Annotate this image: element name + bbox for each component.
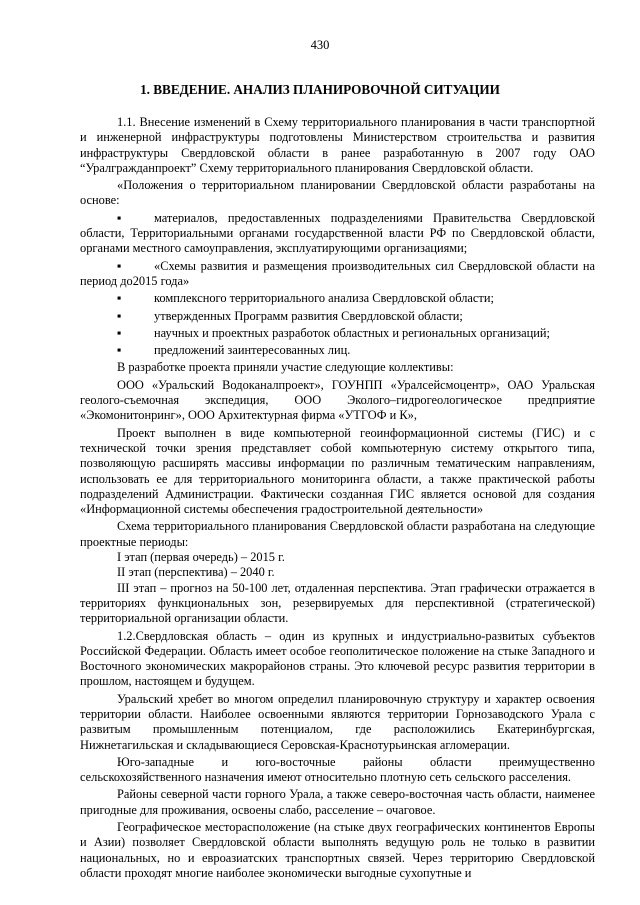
bullet-text: «Схемы развития и размещения производительных сил Свердловской области на период до2015 года» [80,258,595,288]
bullet-text: материалов, предоставленных подразделениями Правительства Свердловской области, Территориальными органами государственной власти РФ по Свердловской области, органами местного самоуправления, эксплуатирующими организациями; [80,210,595,256]
paragraph-intro: 1.1. Внесение изменений в Схему территориального планирования в части транспортной и инженерной инфраструктуры подготовлены Министерством строительства и развития инфраструктуры Свердловской области в ранее разработанную в 2007 году ОАО “Уралгражданпроект” Схему территориального планирования Свердловской области. [80,115,595,175]
bullet-text: предложений заинтересованных лиц. [154,343,351,358]
paragraph-participants: ООО «Уральский Водоканалпроект», ГОУНПП «Уралсейсмоцентр», ОАО Уральская геолого-съемочная экспедиция, ООО Эколого–гидрогеологическое предприятие «Экомонитонринг», ООО Архитектурная фирма «УТГОФ и К», [80,377,595,423]
bullet-icon: ▪ [117,258,122,273]
paragraph-stage-3: III этап – прогноз на 50-100 лет, отдаленная перспектива. Этап графически отражается в территориях функциональных зон, резервируемых для перспективной (стратегической) территориальной организации области. [80,580,595,626]
paragraph-stage-2: II этап (перспектива) – 2040 г. [117,565,275,580]
section-heading: 1. ВВЕДЕНИЕ. АНАЛИЗ ПЛАНИРОВОЧНОЙ СИТУАЦИИ [140,82,500,97]
document-body [80,115,595,881]
bullet-text: научных и проектных разработок областных и региональных организаций; [154,325,550,340]
bullet-icon: ▪ [117,210,122,225]
bullet-icon: ▪ [117,343,122,358]
page-number: 430 [310,38,330,52]
paragraph-periods: Схема территориального планирования Свердловской области разработана на следующие проектные периоды: [80,519,595,549]
paragraph-northern-districts: Районы северной части горного Урала, а также северо-восточная часть области, наименее пригодные для проживания, освоены слабо, расселение – очаговое. [80,787,595,817]
paragraph-geography: Географическое месторасположение (на стыке двух географических континентов Европы и Азии) позволяет Свердловской области выполнять ведущую роль не только в развитии национальных, но и евроазиатских транспортных связей. Через территорию Свердловской области проходят многие наиболее экономически выгодные сухопутные и [80,820,595,880]
bullet-text: комплексного территориального анализа Свердловской области; [154,291,494,306]
bullet-item [80,343,595,358]
paragraph-gis: Проект выполнен в виде компьютерной геоинформационной системы (ГИС) и с технической точки зрения представляет собой компьютерную систему открытого типа, позволяющую расширять массивы информации по различным тематическим направлениям, использовать ее для территориального мониторинга области, а также практической работы подразделений Администрации. Фактически созданная ГИС является основой для создания «Информационной системы обеспечения градостроительной деятельности» [80,425,595,517]
bullet-item [80,309,595,324]
paragraph-basis: «Положения о территориальном планировании Свердловской области разработаны на основе: [80,178,595,208]
bullet-icon: ▪ [117,308,122,323]
bullet-icon: ▪ [117,325,122,340]
bullet-item [80,211,595,257]
bullet-item [80,259,595,290]
paragraph-region: 1.2.Свердловская область – один из крупных и индустриально-развитых субъектов Российской Федерации. Область имеет особое геополитическое положение на стыке Западного и Восточного экономических макрорайонов страны. Это ключевой ресурс развития территории в прошлом, настоящем и будущем. [80,628,595,689]
paragraph-southern-districts: Юго-западные и юго-восточные районы области преимущественно сельскохозяйственного назначения имеют относительно плотную сеть сельского расселения. [80,754,595,785]
paragraph-participants-intro: В разработке проекта приняли участие следующие коллективы: [117,360,454,375]
bullet-item [80,291,595,306]
bullet-icon: ▪ [117,291,122,306]
bullet-item [80,326,595,341]
paragraph-stage-1: I этап (первая очередь) – 2015 г. [117,550,285,565]
bullet-text: утвержденных Программ развития Свердловской области; [154,308,463,323]
paragraph-ural-ridge: Уральский хребет во многом определил планировочную структуру и характер освоения территории области. Наиболее освоенными являются территории Горнозаводского Урала с развитым промышленным потенциалом, где расположились Екатеринбургская, Нижнетагильская и складывающиеся Серовская-Краснотурьинская агломерации. [80,691,595,752]
